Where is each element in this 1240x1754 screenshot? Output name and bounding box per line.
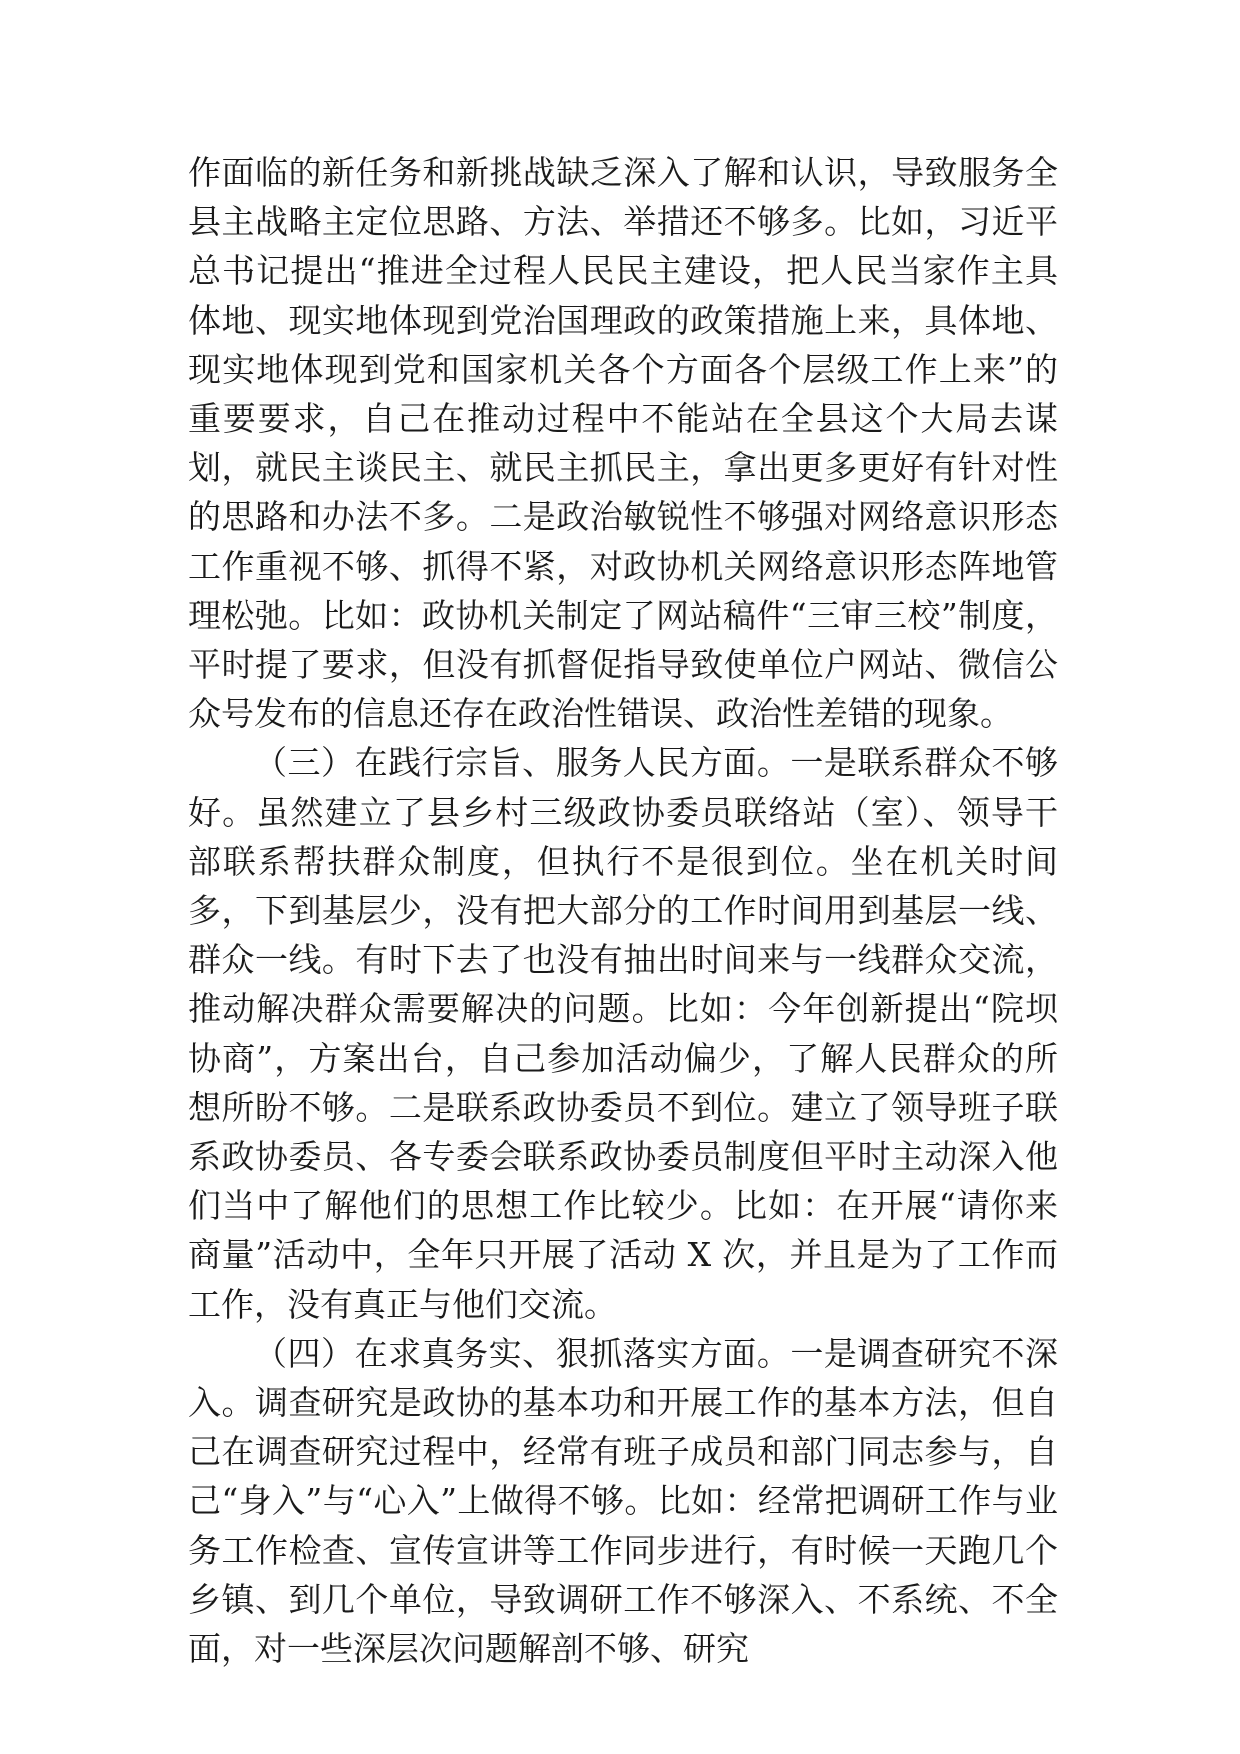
paragraph-section-three: （三）在践行宗旨、服务人民方面。一是联系群众不够好。虽然建立了县乡村三级政协委员联络站（室）、领导干部联系帮扶群众制度，但执行不是很到位。坐在机关时间多，下到基层少，没有把大部分的工作时间用到基层一线、群众一线。有时下去了也没有抽出时间来与一线群众交流，推动解决群众需要解决的问题。比如：今年创新提出“院坝协商”，方案出台，自己参加活动偏少，了解人民群众的所想所盼不够。二是联系政协委员不到位。建立了领导班子联系政协委员、各专委会联系政协委员制度但平时主动深入他们当中了解他们的思想工作比较少。比如：在开展“请你来商量”活动中，全年只开展了活动 X 次，并且是为了工作而工作，没有真正与他们交流。 [188,743,1058,1324]
paragraph-section-four: （四）在求真务实、狠抓落实方面。一是调查研究不深入。调查研究是政协的基本功和开展工作的基本方法，但自己在调查研究过程中，经常有班子成员和部门同志参与，自己“身入”与“心入”上做得不够。比如：经常把调研工作与业务工作检查、宣传宣讲等工作同步进行，有时候一天跑几个乡镇、到几个单位，导致调研工作不够深入、不系统、不全面，对一些深层次问题解剖不够、研究 [188,1333,1058,1669]
document-page [188,148,1058,1673]
paragraph-continued: 作面临的新任务和新挑战缺乏深入了解和认识，导致服务全县主战略主定位思路、方法、举措还不够多。比如，习近平总书记提出“推进全过程人民民主建设，把人民当家作主具体地、现实地体现到党治国理政的政策措施上来，具体地、现实地体现到党和国家机关各个方面各个层级工作上来”的重要要求，自己在推动过程中不能站在全县这个大局去谋划，就民主谈民主、就民主抓民主，拿出更多更好有针对性的思路和办法不多。二是政治敏锐性不够强对网络意识形态工作重视不够、抓得不紧，对政协机关网络意识形态阵地管理松弛。比如：政协机关制定了网站稿件“三审三校”制度，平时提了要求，但没有抓督促指导致使单位户网站、微信公众号发布的信息还存在政治性错误、政治性差错的现象。 [188,153,1058,734]
